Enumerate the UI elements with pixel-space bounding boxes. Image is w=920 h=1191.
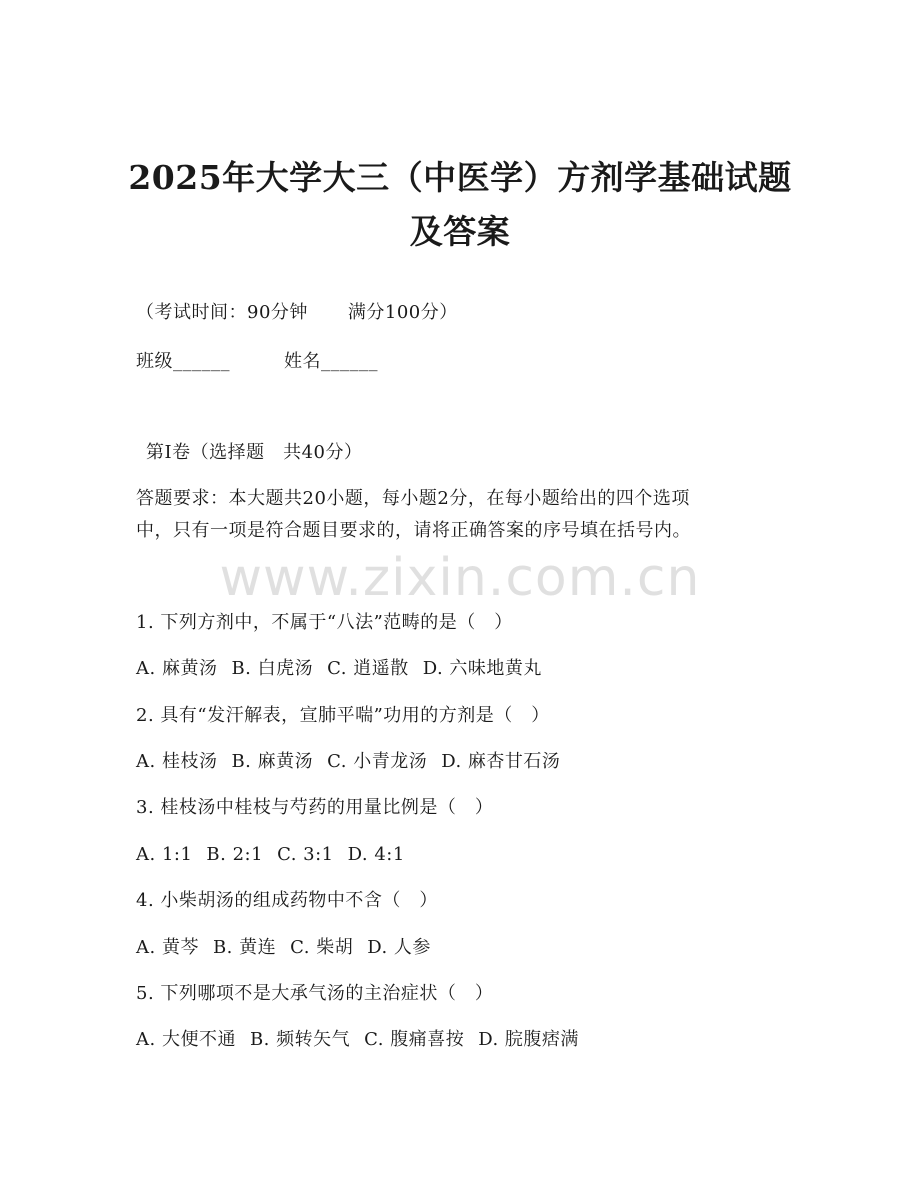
option-d: D. 六味地黄丸 <box>422 658 542 679</box>
question-stem: 2. 具有“发汗解表，宣肺平喘”功用的方剂是（ ） <box>136 705 550 726</box>
option-a: A. 桂枝汤 <box>136 751 218 772</box>
option-c: C. 3:1 <box>277 844 334 865</box>
option-c: C. 柴胡 <box>290 937 354 958</box>
section-title: 第I卷（选择题 共40分） <box>146 442 363 463</box>
option-a: A. 麻黄汤 <box>136 658 218 679</box>
class-field: 班级______ <box>136 351 230 372</box>
option-d: D. 4:1 <box>347 844 405 865</box>
student-info <box>136 349 378 375</box>
title-line-1: 2025年大学大三（中医学）方剂学基础试题 <box>128 158 792 197</box>
question-stem: 5. 下列哪项不是大承气汤的主治症状（ ） <box>136 983 494 1004</box>
option-c: C. 腹痛喜按 <box>364 1029 465 1050</box>
instructions-line-2: 中，只有一项是符合题目要求的，请将正确答案的序号填在括号内。 <box>136 520 691 541</box>
option-d: D. 人参 <box>367 937 431 958</box>
exam-info <box>136 300 458 326</box>
option-a: A. 大便不通 <box>136 1029 236 1050</box>
exam-score: 满分100分） <box>347 302 458 323</box>
option-b: B. 白虎汤 <box>231 658 314 679</box>
watermark: www.zixin.com.cn <box>219 548 701 608</box>
option-b: B. 频转矢气 <box>249 1029 351 1050</box>
option-a: A. 1:1 <box>136 844 193 865</box>
question-options <box>136 842 419 868</box>
title-line-2: 及答案 <box>409 212 511 251</box>
option-b: B. 2:1 <box>206 844 264 865</box>
option-b: B. 麻黄汤 <box>231 751 314 772</box>
option-c: C. 逍遥散 <box>327 658 409 679</box>
name-field: 姓名______ <box>284 351 378 372</box>
question-options <box>136 749 574 775</box>
option-d: D. 脘腹痞满 <box>478 1029 579 1050</box>
question-options <box>136 1027 593 1053</box>
question-stem: 4. 小柴胡汤的组成药物中不含（ ） <box>136 890 438 911</box>
instructions-line-1: 答题要求：本大题共20小题，每小题2分，在每小题给出的四个选项 <box>136 488 690 509</box>
question-options <box>136 935 445 961</box>
question-stem: 3. 桂枝汤中桂枝与芍药的用量比例是（ ） <box>136 797 494 818</box>
option-c: C. 小青龙汤 <box>327 751 428 772</box>
exam-duration: （考试时间：90分钟 <box>136 302 308 323</box>
document-title <box>100 151 820 259</box>
question-stem: 1. 下列方剂中，不属于“八法”范畴的是（ ） <box>136 612 513 633</box>
option-a: A. 黄芩 <box>136 937 199 958</box>
question-options <box>136 656 556 682</box>
option-d: D. 麻杏甘石汤 <box>441 751 561 772</box>
option-b: B. 黄连 <box>212 937 277 958</box>
